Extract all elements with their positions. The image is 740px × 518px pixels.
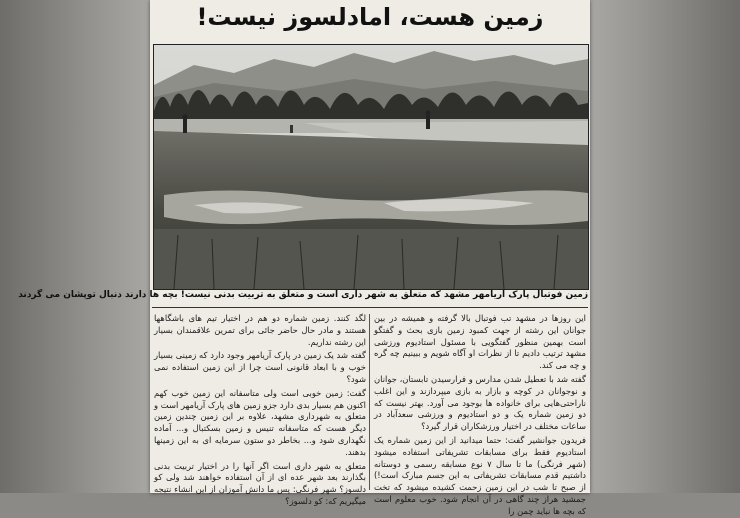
- column-divider: [369, 314, 370, 490]
- article-headline: زمین هست، امادلسوز نیست!: [196, 3, 544, 31]
- paragraph: لگد کنند. زمین شماره دو هم در اختیار تیم های باشگاهها هستند و مادر حال حاضر جائی برای تمرین علاقمندان بسیار این رشته نداریم.: [154, 313, 366, 347]
- article-column-left: [154, 313, 366, 506]
- paragraph: متعلق به شهر داری است اگر آنها را در اختیار تربیت بدنی بگذارند بعد شهر عده ای از آن استفاده خواهند شد ولی کو دلسوز؟ شهر فرنگی: پس ما دانش آموزان از این انشاء نتیجه میگیریم که: کو دلسوز؟: [154, 460, 366, 506]
- paragraph: گفت: زمین خوبی است ولی متاسفانه این زمین خوب کهم اکنون هم بسیار بدی دارد جزو زمین های پارک آریامهر است و متعلق به شهرداری مشهد، علاوه بر این زمین چندین زمین دیگر هست که متاسفانه تنیس و زمین بسکتبال و... آماده نگهداری شود و... بخاطر دو ستون سرمایه ای به این زمینها بدهند.: [154, 387, 366, 457]
- paragraph: این روزها در مشهد تب فوتبال بالا گرفته و همیشه در بین جوانان این رشته از جهت کمبود زمین بازی بحث و گفتگو است بهمین منظور گفتگویی با مسئول استادیوم ورزشی مشهد ترتیب دادیم تا از نظرات او آگاه شویم و ببینیم چه گره و چه می کند.: [374, 313, 586, 371]
- background-right: [590, 0, 740, 493]
- article-column-right: [374, 313, 587, 516]
- paragraph: فریدون جوانشیر گفت: حتما میدانید از این زمین شماره یک استادیوم فقط برای مسابقات تشریفاتی استفاده میشود (شهر فرنگی) ما تا سال ۷ نوع مسابقه رسمی و دوستانه داشتیم قدم مسابقات تشریفاتی به این جسم مبارک است!) از صبح تا شب در این زمین زحمت کشیده میشود که تخت جمشید هراز چند گاهی در آن انجام شود. خوب معلوم است که بچه ها نباید چمن را: [374, 434, 587, 516]
- paragraph: گفته شد یک زمین در پارک آریامهر وجود دارد که زمینی بسیار خوب و با ابعاد قانونی است چرا از این زمین استفاده نمی شود؟: [154, 350, 366, 384]
- paragraph: گفته شد با تعطیل شدن مدارس و فرارسیدن تابستان، جوانان و نوجوانان در کوچه و بازار به بازی میپردازند و این اغلب ناراحتی‌هایی برای خانواده ها بوجود می آورد. بهتر نیست که دو زمین شماره یک و دو استادیوم و ورزشی سعدآباد در ساعات مختلف در اختیار ورزشکاران قرار گیرد؟: [374, 373, 586, 432]
- photo-caption: زمین فوتبال پارک اریامهر مشهد که متعلق به شهر داری است و متعلق به تربیت بدنی نیست! بچه ها دارند دنبال توپشان می گردند: [18, 290, 588, 300]
- caption-divider: [152, 307, 588, 308]
- article-photo: [153, 44, 589, 290]
- newspaper-clipping: [18, 0, 590, 516]
- background-left: [0, 0, 150, 493]
